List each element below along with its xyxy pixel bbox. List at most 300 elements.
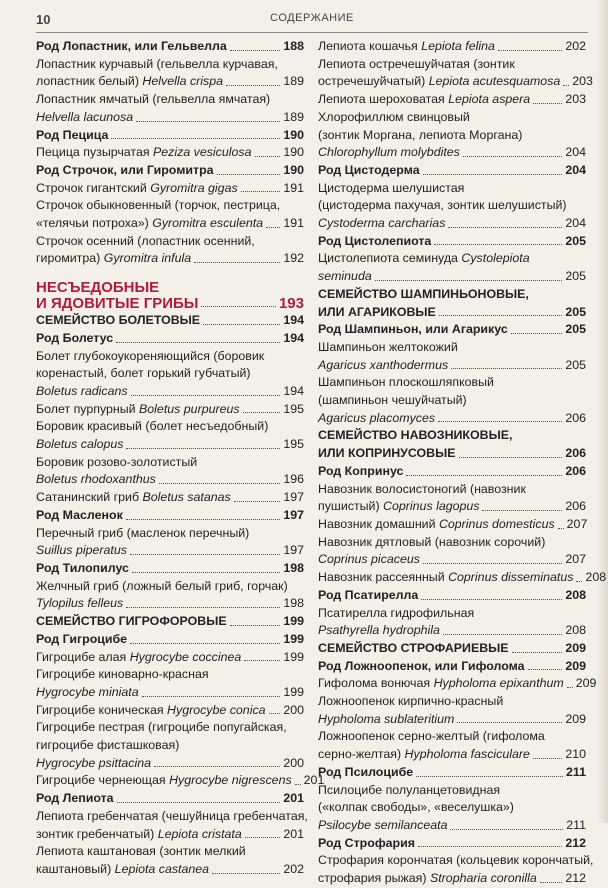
toc-entry-line bbox=[318, 144, 586, 162]
toc-entry-line bbox=[318, 605, 586, 623]
dot-leader bbox=[203, 324, 280, 325]
dot-leader bbox=[266, 227, 280, 228]
toc-entry-species bbox=[318, 782, 586, 835]
entry-text: гигроцибе фисташковая) bbox=[36, 738, 180, 753]
latin-name: Gyromitra infula bbox=[103, 251, 192, 266]
dot-leader bbox=[111, 138, 280, 139]
toc-entry-line bbox=[36, 91, 304, 109]
page-ref: 197 bbox=[283, 507, 304, 522]
entry-text: Род Псатирелла bbox=[318, 587, 419, 602]
toc-entry-line bbox=[318, 463, 586, 481]
toc-entry-text bbox=[318, 109, 470, 127]
toc-entry-line bbox=[36, 525, 304, 543]
toc-entry-line bbox=[318, 782, 586, 800]
entry-text: Гигроцибе киноварно-красная bbox=[36, 667, 209, 682]
page-ref: 197 bbox=[283, 490, 304, 505]
toc-entry-text bbox=[318, 392, 467, 410]
toc-entry-text bbox=[36, 719, 287, 737]
entry-text: Гигроцибе коническая bbox=[36, 702, 168, 717]
latin-name: Stropharia coronilla bbox=[429, 871, 537, 886]
toc-entry-text bbox=[318, 304, 436, 322]
toc-entry-text bbox=[36, 542, 127, 560]
toc-entry-line bbox=[318, 339, 586, 357]
entry-text: Лепиота каштановая (зонтик мелкий bbox=[36, 844, 246, 859]
entry-text: Род Пецица bbox=[36, 127, 109, 142]
toc-entry-line bbox=[318, 764, 586, 782]
toc-entry-text bbox=[318, 321, 508, 339]
toc-entry-line bbox=[36, 180, 304, 198]
page-ref: 199 bbox=[283, 614, 304, 629]
toc-entry-line bbox=[36, 790, 304, 808]
entry-text: СЕМЕЙСТВО БОЛЕТОВЫЕ bbox=[36, 313, 201, 328]
entry-text: Хлорофиллюм свинцовый bbox=[318, 109, 470, 124]
page-ref: 208 bbox=[585, 570, 607, 585]
latin-name: Chlorophyllum molybdites bbox=[318, 145, 460, 160]
dot-leader bbox=[226, 85, 280, 86]
toc-entry-line bbox=[36, 144, 304, 162]
toc-entry-species bbox=[318, 534, 586, 569]
toc-entry-text bbox=[36, 861, 209, 879]
toc-entry-line bbox=[318, 622, 586, 640]
toc-entry-line bbox=[318, 268, 586, 286]
running-head: СОДЕРЖАНИЕ bbox=[270, 12, 354, 24]
entry-text: СЕМЕЙСТВО СТРОФАРИЕВЫЕ bbox=[318, 640, 509, 655]
entry-text: Боровик розово-золотистый bbox=[36, 454, 198, 469]
toc-entry-line bbox=[318, 215, 586, 233]
toc-entry-genus bbox=[318, 764, 586, 782]
toc-entry-text bbox=[318, 215, 445, 233]
toc-entry-species bbox=[318, 91, 586, 109]
page-ref: 194 bbox=[283, 330, 304, 345]
entry-text: («колпак свободы», «веселушка») bbox=[318, 800, 514, 815]
entry-text: Ложноопенок кирпично-красный bbox=[318, 694, 504, 709]
toc-entry-species bbox=[36, 525, 304, 560]
page-ref: 208 bbox=[565, 587, 586, 602]
toc-entry-text bbox=[318, 711, 454, 729]
toc-entry-text bbox=[36, 790, 114, 808]
entry-text: Лепиота кошачья bbox=[318, 39, 422, 53]
page-ref: 209 bbox=[575, 676, 597, 691]
toc-entry-line bbox=[36, 755, 304, 773]
dot-leader bbox=[217, 174, 281, 175]
latin-name: Boletus calopus bbox=[36, 437, 124, 452]
dot-leader bbox=[459, 457, 563, 458]
page-ref: 211 bbox=[566, 817, 586, 832]
toc-entry-text bbox=[318, 410, 435, 428]
toc-entry-text bbox=[36, 365, 251, 383]
latin-name: Lepiota aspera bbox=[448, 92, 531, 107]
page-ref: 198 bbox=[283, 560, 304, 575]
toc-entry-genus bbox=[36, 631, 304, 649]
toc-entry-text bbox=[318, 180, 464, 198]
toc-entry-genus bbox=[318, 835, 586, 853]
page-ref: 203 bbox=[565, 92, 586, 107]
toc-entry-text bbox=[36, 233, 255, 251]
toc-entry-line bbox=[36, 489, 304, 507]
latin-name: Hygrocybe miniata bbox=[36, 684, 139, 699]
toc-entry-text bbox=[36, 109, 133, 127]
toc-entry-text bbox=[36, 684, 139, 702]
toc-entry-species bbox=[318, 481, 586, 516]
toc-entry-species bbox=[36, 808, 308, 843]
page-ref: 206 bbox=[565, 463, 586, 478]
entry-text: Род Шампиньон, или Агарикус bbox=[318, 322, 508, 337]
toc-entry-text bbox=[318, 127, 522, 145]
toc-entry-text bbox=[36, 454, 197, 472]
toc-entry-species bbox=[318, 605, 586, 640]
dot-leader bbox=[234, 501, 281, 502]
toc-entry-text bbox=[36, 144, 252, 162]
dot-leader bbox=[194, 262, 280, 263]
page-ref: 207 bbox=[566, 516, 588, 531]
latin-name: Hygrocybe coccinea bbox=[129, 649, 242, 664]
toc-entry-text bbox=[36, 91, 270, 109]
toc-entry-species bbox=[36, 578, 304, 613]
page-ref: 195 bbox=[283, 401, 304, 416]
latin-name: Lepiota acutesquamosa bbox=[428, 74, 561, 89]
toc-entry-line bbox=[36, 73, 304, 91]
toc-entry-text bbox=[36, 755, 151, 773]
entry-text: Болет глубокоукореняющийся (боровик bbox=[36, 348, 265, 363]
toc-entry-text bbox=[318, 569, 573, 587]
toc-entry-species bbox=[36, 56, 304, 91]
toc-entry-line bbox=[36, 578, 304, 596]
entry-text: Перечный гриб (масленок перечный) bbox=[36, 525, 250, 540]
dot-leader bbox=[463, 156, 562, 157]
toc-entry-line bbox=[36, 507, 304, 525]
toc-entry-text bbox=[318, 835, 415, 853]
dot-leader bbox=[126, 607, 280, 608]
toc-entry-species bbox=[318, 56, 593, 91]
entry-text: Лопастник ямчатый (гельвелла ямчатая) bbox=[36, 92, 271, 107]
page-number: 10 bbox=[36, 12, 51, 27]
dot-leader bbox=[269, 713, 281, 714]
page-ref: 190 bbox=[283, 145, 304, 160]
toc-entry-text bbox=[36, 312, 200, 330]
latin-name: Agaricus xanthodermus bbox=[318, 357, 449, 372]
toc-entry-text bbox=[318, 233, 431, 251]
toc-entry-line bbox=[36, 109, 304, 127]
toc-entry-line bbox=[36, 418, 304, 436]
toc-entry-text bbox=[36, 507, 123, 525]
page-edge bbox=[596, 0, 608, 823]
toc-entry-line bbox=[36, 162, 304, 180]
toc-entry-line bbox=[318, 658, 586, 676]
entry-text: Род Цистолепиота bbox=[318, 233, 432, 248]
toc-entry-line bbox=[36, 684, 304, 702]
toc-entry-line bbox=[36, 197, 304, 215]
dot-leader bbox=[423, 563, 562, 564]
toc-entry-line bbox=[318, 410, 586, 428]
entry-text: Навозник дятловый (навозник сорочий) bbox=[318, 534, 546, 549]
entry-text: пушистый) bbox=[318, 499, 384, 514]
dot-leader bbox=[540, 882, 563, 883]
toc-entry-text bbox=[318, 73, 560, 91]
toc-entry-text bbox=[36, 436, 123, 454]
toc-entry-line bbox=[318, 374, 586, 392]
entry-text: «телячьи потроха») bbox=[36, 216, 153, 231]
toc-entry-text bbox=[36, 38, 227, 56]
dot-leader bbox=[375, 280, 563, 281]
toc-entry-text bbox=[318, 38, 495, 56]
entry-text: Псилоцибе полуланцетовидная bbox=[318, 782, 501, 797]
toc-entry-species bbox=[318, 250, 586, 285]
toc-right-column bbox=[318, 38, 607, 888]
toc-entry-line bbox=[318, 250, 586, 268]
page-ref: 200 bbox=[283, 702, 304, 717]
entry-text: СЕМЕЙСТВО ГИГРОФОРОВЫЕ bbox=[36, 614, 227, 629]
toc-entry-line bbox=[318, 711, 586, 729]
toc-entry-text bbox=[318, 498, 479, 516]
entry-text: (цистодерма пахучая, зонтик шелушистый) bbox=[318, 198, 567, 213]
dot-leader bbox=[450, 829, 563, 830]
toc-entry-text bbox=[318, 852, 594, 870]
toc-entry-text bbox=[36, 702, 266, 720]
page-ref: 205 bbox=[565, 233, 586, 248]
toc-left-column bbox=[36, 38, 325, 879]
toc-entry-line bbox=[318, 799, 586, 817]
entry-text: Цистодерма шелушистая bbox=[318, 180, 465, 195]
toc-entry-text bbox=[36, 280, 159, 296]
entry-text: Гигроцибе пестрая (гигроцибе попугайская, bbox=[36, 720, 287, 735]
page-ref: 192 bbox=[283, 251, 304, 266]
toc-entry-line bbox=[36, 401, 304, 419]
toc-entry-species bbox=[318, 516, 586, 534]
toc-entry-line bbox=[318, 286, 586, 304]
page-ref: 199 bbox=[283, 684, 304, 699]
latin-name: Coprinus picaceus bbox=[318, 552, 420, 567]
toc-entry-genus bbox=[318, 233, 586, 251]
dot-leader bbox=[130, 554, 280, 555]
latin-name: Helvella lacunosa bbox=[36, 109, 134, 124]
dot-leader bbox=[576, 581, 582, 582]
entry-text: гиромитра) bbox=[36, 251, 104, 266]
toc-entry-line bbox=[36, 772, 325, 790]
toc-entry-genus bbox=[36, 560, 304, 578]
toc-entry-text bbox=[36, 348, 264, 366]
entry-text: Пецица пузырчатая bbox=[36, 145, 154, 160]
toc-entry-text bbox=[318, 534, 545, 552]
toc-entry-text bbox=[36, 418, 268, 436]
page-ref: 209 bbox=[565, 711, 586, 726]
toc-entry-line bbox=[318, 197, 586, 215]
entry-text: Род Гигроцибе bbox=[36, 631, 128, 646]
toc-entry-text bbox=[318, 605, 474, 623]
toc-entry-line bbox=[318, 427, 586, 445]
toc-entry-text bbox=[318, 675, 564, 693]
toc-entry-text bbox=[36, 56, 278, 74]
toc-entry-text bbox=[36, 560, 129, 578]
dot-leader bbox=[512, 652, 563, 653]
entry-text: Род Болетус bbox=[36, 330, 114, 345]
toc-entry-line bbox=[36, 383, 304, 401]
toc-entry-species bbox=[36, 772, 325, 790]
toc-entry-text bbox=[36, 489, 231, 507]
toc-entry-genus bbox=[36, 127, 304, 145]
toc-entry-line bbox=[318, 162, 586, 180]
toc-entry-species bbox=[36, 649, 304, 667]
toc-entry-text bbox=[318, 481, 526, 499]
page-ref: 207 bbox=[565, 552, 586, 567]
toc-entry-text bbox=[318, 374, 494, 392]
toc-entry-species bbox=[36, 180, 304, 198]
toc-entry-family bbox=[318, 640, 586, 658]
toc-entry-species bbox=[318, 728, 586, 763]
page-ref: 205 bbox=[565, 269, 586, 284]
page-ref: 205 bbox=[565, 357, 586, 372]
toc-entry-text bbox=[36, 162, 214, 180]
entry-text: Лепиота гребенчатая (чешуйница гребенчатая, bbox=[36, 808, 308, 823]
toc-entry-text bbox=[318, 268, 372, 286]
entry-text: Болет пурпурный bbox=[36, 401, 140, 416]
entry-text: Лопастник курчавый (гельвелла курчавая, bbox=[36, 56, 278, 71]
entry-text: каштановый) bbox=[36, 861, 115, 876]
toc-entry-text bbox=[318, 516, 555, 534]
toc-entry-line bbox=[318, 445, 586, 463]
toc-entry-species bbox=[36, 454, 304, 489]
entry-text: коренастый, болет горький губчатый) bbox=[36, 366, 251, 381]
page-ref: 189 bbox=[283, 74, 304, 89]
dot-leader bbox=[126, 519, 281, 520]
dot-leader bbox=[132, 572, 280, 573]
toc-entry-text bbox=[36, 525, 249, 543]
dot-leader bbox=[201, 306, 275, 307]
toc-entry-text bbox=[36, 215, 263, 233]
dot-leader bbox=[117, 802, 281, 803]
toc-entry-text bbox=[318, 56, 515, 74]
page-ref: 211 bbox=[566, 764, 586, 779]
toc-entry-text bbox=[36, 383, 128, 401]
toc-entry-species bbox=[318, 180, 586, 233]
toc-entry-text bbox=[36, 73, 223, 91]
toc-entry-text bbox=[318, 286, 529, 304]
entry-text: Навозник домашний bbox=[318, 516, 439, 531]
toc-entry-species bbox=[36, 144, 304, 162]
dot-leader bbox=[116, 342, 280, 343]
page-ref: 206 bbox=[565, 499, 586, 514]
toc-entry-text bbox=[318, 463, 403, 481]
entry-text: Лепиота шероховатая bbox=[318, 92, 449, 107]
entry-text: Гифолома вонючая bbox=[318, 676, 434, 691]
toc-entry-line bbox=[36, 38, 304, 56]
toc-entry-family bbox=[36, 613, 304, 631]
toc-entry-line bbox=[36, 436, 304, 454]
dot-leader bbox=[482, 510, 562, 511]
toc-entry-text bbox=[36, 737, 179, 755]
toc-entry-species bbox=[318, 852, 594, 887]
toc-entry-line bbox=[318, 728, 586, 746]
toc-entry-line bbox=[318, 835, 586, 853]
toc-entry-line bbox=[318, 852, 594, 870]
latin-name: Boletus satanas bbox=[142, 490, 231, 505]
toc-entry-text bbox=[318, 551, 420, 569]
toc-entry-text bbox=[318, 91, 530, 109]
toc-entry-line bbox=[36, 843, 304, 861]
entry-text: Строчок обыкновенный (торчок, пестрица, bbox=[36, 198, 281, 213]
page-ref: 210 bbox=[565, 747, 586, 762]
dot-leader bbox=[230, 625, 281, 626]
toc-entry-text bbox=[318, 764, 413, 782]
page-ref: 196 bbox=[283, 472, 304, 487]
dot-leader bbox=[136, 121, 280, 122]
toc-entry-line bbox=[36, 296, 304, 312]
toc-entry-line bbox=[36, 280, 304, 296]
toc-entry-text bbox=[36, 649, 241, 667]
page-ref: 199 bbox=[283, 631, 304, 646]
latin-name: Hygrocybe psittacina bbox=[36, 755, 152, 770]
page-ref: 198 bbox=[283, 596, 304, 611]
toc-entry-genus bbox=[318, 463, 586, 481]
entry-text: зонтик гребенчатый) bbox=[36, 826, 158, 841]
toc-entry-text bbox=[36, 127, 108, 145]
toc-entry-text bbox=[36, 631, 127, 649]
toc-entry-genus bbox=[318, 587, 586, 605]
toc-entry-text bbox=[318, 817, 447, 835]
latin-name: Boletus radicans bbox=[36, 383, 128, 398]
toc-entry-species bbox=[318, 675, 597, 693]
page-ref: 200 bbox=[283, 755, 304, 770]
toc-entry-line bbox=[318, 870, 586, 888]
latin-name: Tylopilus felleus bbox=[36, 596, 124, 611]
toc-entry-text bbox=[318, 622, 440, 640]
entry-text: строфария рыжая) bbox=[318, 871, 430, 886]
latin-name: Coprinus disseminatus bbox=[448, 570, 574, 585]
toc-entry-text bbox=[36, 471, 156, 489]
latin-name: Suillus piperatus bbox=[36, 543, 127, 558]
entry-text: Род Цистодерма bbox=[318, 162, 420, 177]
toc-entry-line bbox=[36, 613, 304, 631]
dot-leader bbox=[439, 315, 563, 316]
toc-entry-text bbox=[36, 330, 113, 348]
dot-leader bbox=[230, 50, 281, 51]
page-ref: 208 bbox=[565, 623, 586, 638]
page-ref: 205 bbox=[565, 322, 586, 337]
toc-entry-line bbox=[318, 534, 586, 552]
latin-name: Helvella crispa bbox=[142, 74, 223, 89]
toc-entry-line bbox=[36, 631, 304, 649]
toc-entry-text bbox=[318, 782, 500, 800]
toc-entry-family bbox=[36, 312, 304, 330]
entry-text: Навозник рассеянный bbox=[318, 570, 449, 585]
page-ref: 189 bbox=[283, 109, 304, 124]
toc-entry-line bbox=[36, 215, 304, 233]
toc-entry-text bbox=[318, 693, 503, 711]
toc-entry-line bbox=[36, 826, 304, 844]
toc-entry-line bbox=[318, 640, 586, 658]
toc-entry-line bbox=[318, 675, 597, 693]
toc-entry-line bbox=[36, 560, 304, 578]
entry-text: (шампиньон чешуйчатый) bbox=[318, 393, 467, 408]
toc-entry-line bbox=[318, 127, 586, 145]
toc-entry-family bbox=[318, 427, 586, 462]
latin-name: Gyromitra esculenta bbox=[152, 216, 264, 231]
dot-leader bbox=[558, 528, 564, 529]
toc-entry-line bbox=[36, 861, 304, 879]
toc-entry-species bbox=[318, 38, 586, 56]
page-ref: 201 bbox=[303, 773, 325, 788]
page-ref: 212 bbox=[565, 871, 586, 886]
toc-entry-species bbox=[36, 843, 304, 878]
dot-leader bbox=[130, 643, 280, 644]
dot-leader bbox=[243, 412, 281, 413]
toc-entry-line bbox=[318, 180, 586, 198]
latin-name: Peziza vesiculosa bbox=[153, 145, 252, 160]
page-ref: 204 bbox=[565, 162, 586, 177]
toc-entry-line bbox=[318, 746, 586, 764]
page-ref: 205 bbox=[565, 304, 586, 319]
toc-entry-genus bbox=[318, 321, 586, 339]
toc-entry-line bbox=[318, 233, 586, 251]
